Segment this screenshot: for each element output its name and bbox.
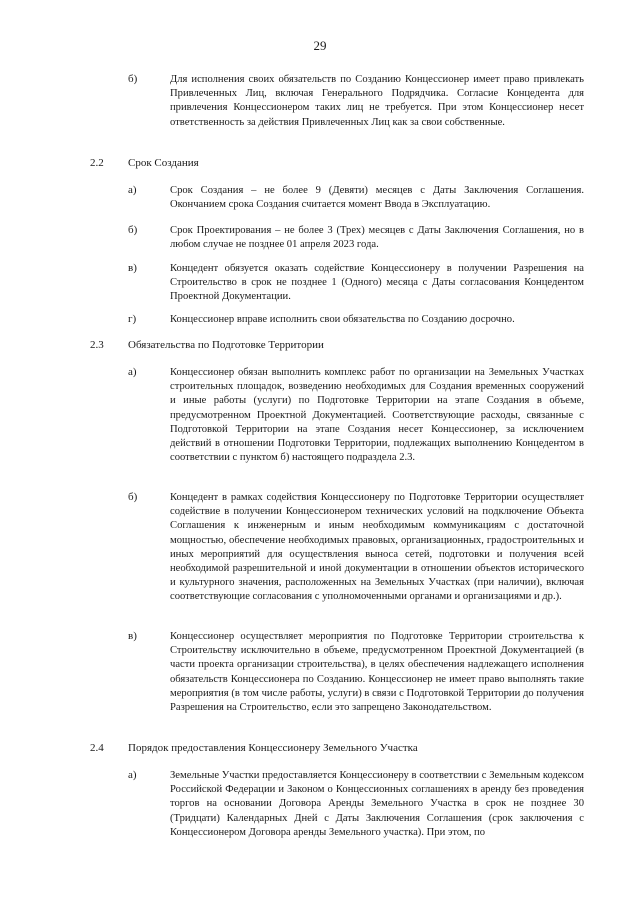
list-item-text: Концедент в рамках содействия Концессионеру по Подготовке Территории осуществляет содействие в получении Концессионером технических условий на подключение Объекта Соглашения к инженерным и иным необходимым коммуникациям с достаточной мощностью, обеспечение необходимых правовых, организационных, градостроительных и иных мероприятий для осуществления выноса сетей, подготовки и получения всей необходимой разрешительной и иной документации в отношении объектов исторического и культурного значения, расположенных на Земельных Участках (при наличии), включая соответствующие согласования с уполномоченными органами и организациями и др.). — [170, 492, 584, 603]
list-item-text: Срок Проектирования – не более 3 (Трех) месяцев с Даты Заключения Соглашения, но в любом случае не позднее 01 апреля 2023 года. — [170, 225, 584, 251]
list-item-marker: б) — [128, 224, 138, 236]
list-item-text: Концессионер осуществляет мероприятия по Подготовке Территории строительства к Строительству исключительно в объеме, предусмотренном Проектной Документацией (в части проекта организации строительства), в целях обеспечения надлежащего исполнения обязательств Концессионера по Созданию. Концессионер не имеет право выполнять такие мероприятия (в том числе работы, услуги) в связи с Подготовкой Территории до получения Разрешения на Строительство, если это запрещено Законодательством. — [170, 631, 584, 714]
list-item-text: Для исполнения своих обязательств по Созданию Концессионер имеет право привлекать Привлеченных Лиц, включая Генерального Подрядчика. Согласие Концедента для привлечения Концессионером таких лиц не требуется. При этом Концессионер несет ответственность за действия Привлеченных Лиц как за свои собственные. — [170, 74, 584, 128]
list-item-marker: г) — [128, 313, 137, 325]
list-item-marker: б) — [128, 491, 138, 503]
list-item-text: Концессионер обязан выполнить комплекс работ по организации на Земельных Участках строительных площадок, возведению необходимых для Создания временных сооружений и иные работы (услуги) по Подготовке Территории на этапе Создания в объеме, предусмотренном Проектной Документацией. Соответствующие расходы, связанные с Подготовкой Территории на этапе Создания несет Концессионер, за исключением действий в отношении Подготовки Территории, подлежащих выполнению Концедентом в соответствии с пунктом б) настоящего подраздела 2.3. — [170, 367, 584, 464]
list-item-text: Концессионер вправе исполнить свои обязательства по Созданию досрочно. — [170, 314, 515, 325]
section-number: 2.4 — [90, 742, 104, 754]
list-item-marker: в) — [128, 262, 137, 274]
list-item-marker: б) — [128, 73, 138, 85]
list-item-marker: в) — [128, 630, 137, 642]
section-title: Обязательства по Подготовке Территории — [128, 339, 324, 351]
list-item-text: Концедент обязуется оказать содействие Концессионеру в получении Разрешения на Строительство в срок не позднее 1 (Одного) месяца с Даты согласования Концедентом Проектной Документации. — [170, 263, 584, 303]
list-item-marker: а) — [128, 366, 137, 378]
section-number: 2.2 — [90, 157, 104, 169]
list-item-marker: а) — [128, 184, 137, 196]
list-item-text: Срок Создания – не более 9 (Девяти) месяцев с Даты Заключения Соглашения. Окончанием срока Создания считается момент Ввода в Эксплуатацию. — [170, 185, 584, 211]
section-title: Порядок предоставления Концессионеру Земельного Участка — [128, 742, 418, 754]
page-number: 29 — [313, 38, 327, 53]
section-title: Срок Создания — [128, 157, 199, 169]
list-item-text: Земельные Участки предоставляется Концессионеру в соответствии с Земельным кодексом Российской Федерации и Законом о Концессионных соглашениях в аренду без проведения торгов на основании Договора Аренды Земельного Участка в срок не позднее 30 (Тридцати) Календарных Дней с Даты Заключения Соглашения (срок заключения с Концессионером Договора аренды Земельного участка). При этом, по — [170, 770, 584, 838]
section-number: 2.3 — [90, 339, 104, 351]
list-item-marker: а) — [128, 769, 137, 781]
